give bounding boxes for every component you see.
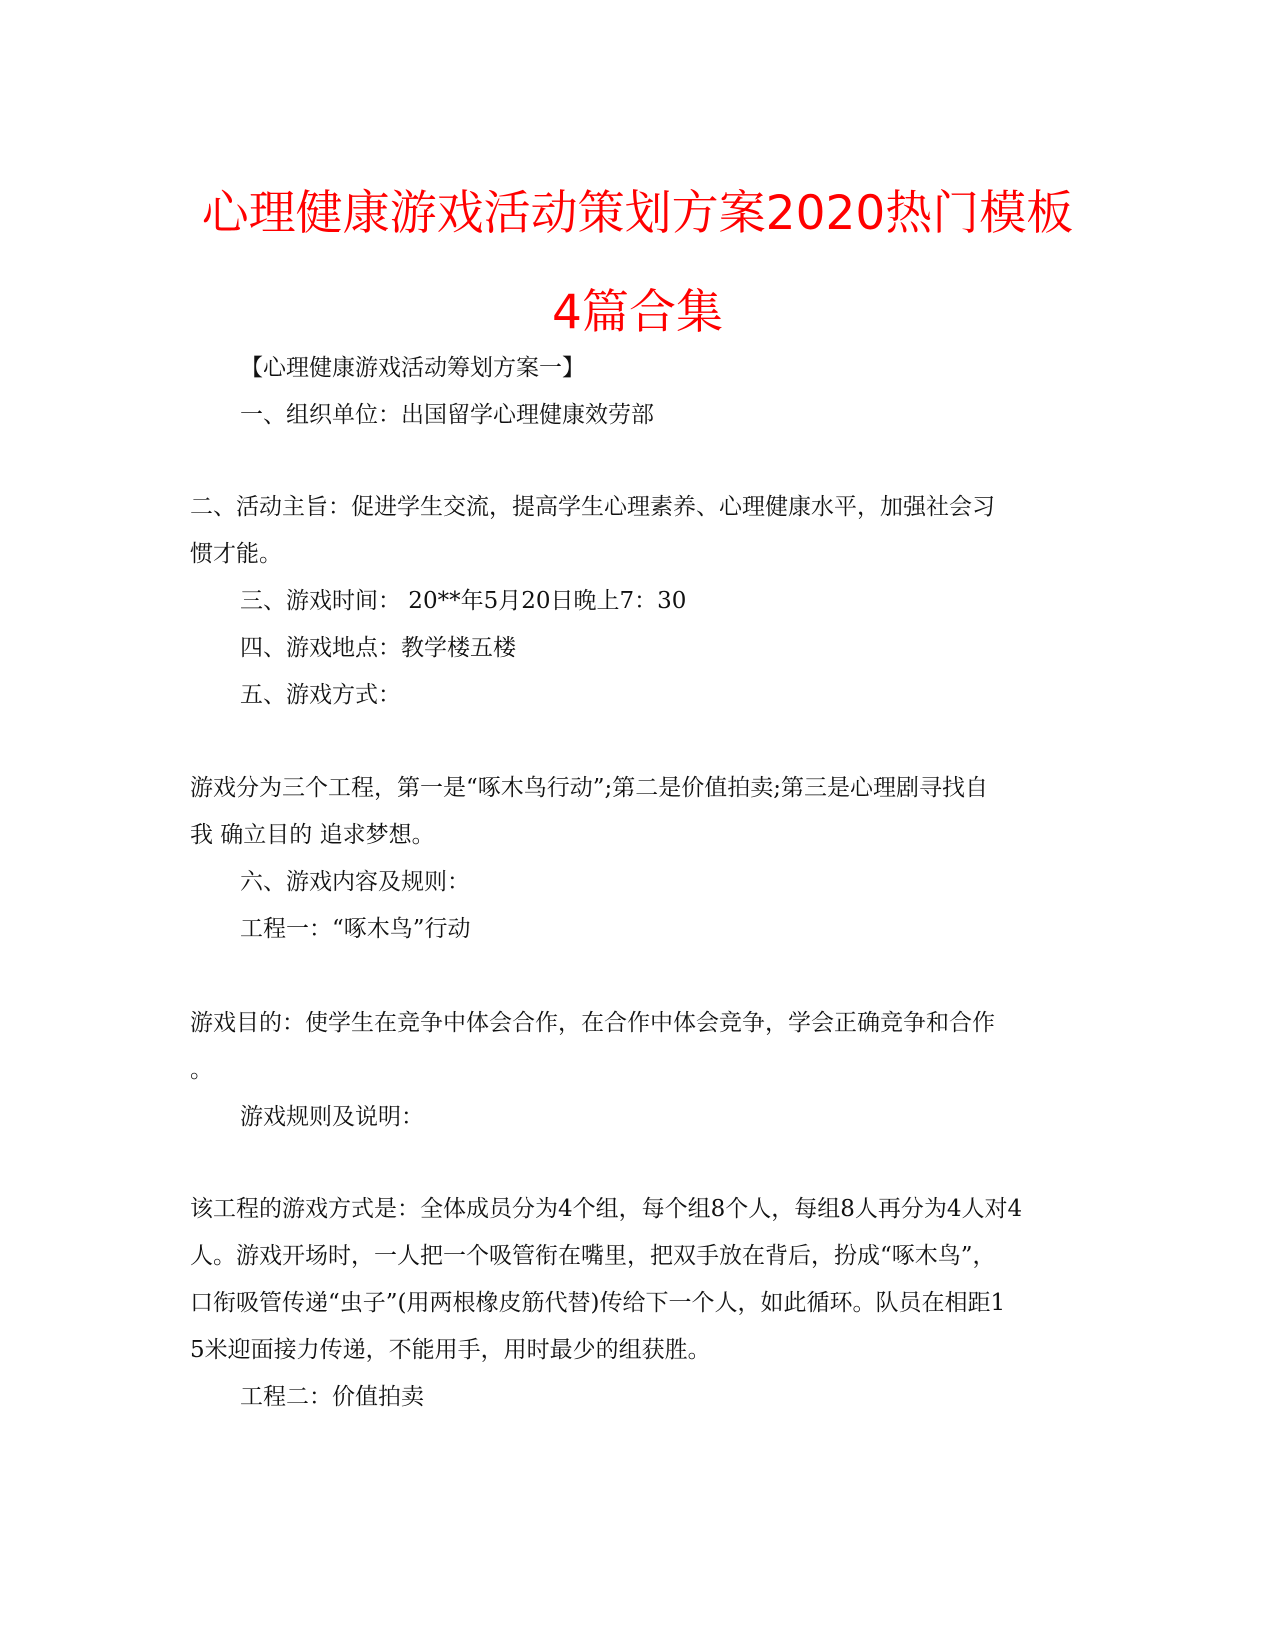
organizer-paragraph: 一、组织单位：出国留学心理健康效劳部 — [240, 402, 654, 428]
content-rules-heading: 六、游戏内容及规则： — [240, 869, 470, 895]
method-paragraph: 五、游戏方式： — [240, 682, 401, 708]
rules-paragraph-line-3: 口衔吸管传递“虫子”(用两根橡皮筋代替)传给下一个人，如此循环。队员在相距1 — [190, 1290, 1006, 1316]
time-paragraph: 三、游戏时间： 20**年5月20日晚上7：30 — [240, 588, 687, 614]
method-desc-line-1: 游戏分为三个工程，第一是“啄木鸟行动”;第二是价值拍卖;第三是心理剧寻找自 — [190, 775, 989, 801]
project-one-heading: 工程一：“啄木鸟”行动 — [240, 916, 471, 942]
document-title-line-2: 4篇合集 — [552, 285, 723, 340]
rules-paragraph-line-1: 该工程的游戏方式是：全体成员分为4个组，每个组8个人，每组8人再分为4人对4 — [190, 1196, 1023, 1222]
purpose-paragraph-line-2: 惯才能。 — [190, 541, 282, 567]
method-desc-line-2: 我 确立目的 追求梦想。 — [190, 822, 435, 848]
goal-paragraph-line-1: 游戏目的：使学生在竞争中体会合作，在合作中体会竞争，学会正确竞争和合作 — [190, 1010, 995, 1036]
section-heading: 【心理健康游戏活动筹划方案一】 — [240, 355, 585, 381]
rules-heading: 游戏规则及说明： — [240, 1104, 424, 1130]
place-paragraph: 四、游戏地点：教学楼五楼 — [240, 635, 516, 661]
rules-paragraph-line-2: 人。游戏开场时，一人把一个吸管衔在嘴里，把双手放在背后，扮成“啄木鸟”， — [190, 1243, 996, 1269]
project-two-heading: 工程二：价值拍卖 — [240, 1384, 424, 1410]
rules-paragraph-line-4: 5米迎面接力传递，不能用手，用时最少的组获胜。 — [190, 1337, 711, 1363]
document-title-line-1: 心理健康游戏活动策划方案2020热门模板 — [201, 186, 1074, 241]
goal-paragraph-line-2: 。 — [190, 1057, 213, 1083]
purpose-paragraph-line-1: 二、活动主旨：促进学生交流，提高学生心理素养、心理健康水平，加强社会习 — [190, 494, 995, 520]
